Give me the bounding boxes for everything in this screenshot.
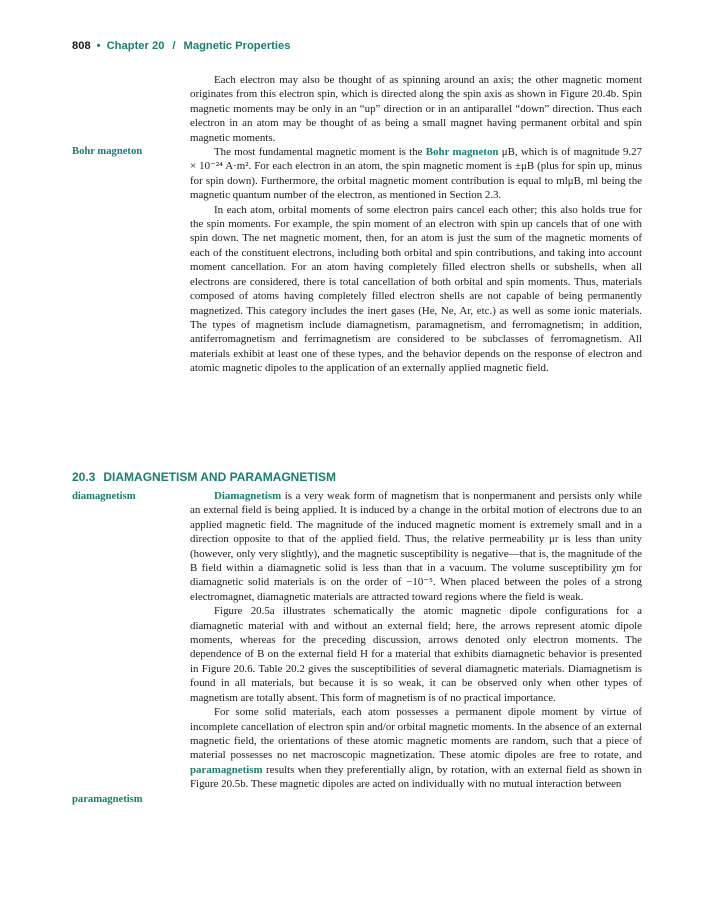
- page-number: 808: [72, 40, 91, 52]
- chapter-label: Chapter 20: [106, 40, 165, 52]
- section-heading: [72, 470, 652, 484]
- header-slash: /: [172, 40, 176, 52]
- paragraph-diamagnetism: [190, 489, 642, 604]
- paragraph-moment-cancellation: In each atom, orbital moments of some electron pairs cancel each other; this also holds true for the spin moments. For example, the spin moment of an electron with spin up cancels that of one with spin down. The net magnetic moment, then, for an atom is just the sum of the magnetic moments of each of the constituent electrons, including both orbital and spin contributions, and taking into account moment cancellation. For an atom having completely filled electron shells or subshells, when all electrons are considered, there is total cancellation of both orbital and spin moments. Thus, materials composed of atoms having completely filled electron shells are not capable of being permanently magnetized. This category includes the inert gases (He, Ne, Ar, etc.) as well as some ionic materials. The types of magnetism include diamagnetism, paramagnetism, and ferromagnetism; in addition, antiferromagnetism and ferrimagnetism are considered to be subclasses of ferromagnetism. All materials exhibit at least one of these types, and the behavior depends on the response of electron and atomic magnetic dipoles to the application of an externally applied magnetic field.: [190, 203, 642, 375]
- term-bohr-magneton: Bohr magneton: [425, 146, 499, 159]
- margin-term-bohr-magneton: Bohr magneton: [72, 146, 143, 157]
- text-run: μB, which is of magnitude 9.27 × 10⁻²⁴ A·m². For each electron in an atom, the spin magnetic moment is ±μB (plus for spin up, minus for spin down). Furthermore, the orbital magnetic moment contribution is equal to mlμB, ml being the magnetic quantum number of the electron, as mentioned in Section 2.3.: [190, 146, 643, 202]
- text-run: For some solid materials, each atom possesses a permanent dipole moment by virtue of incomplete cancellation of electron spin and/or orbital magnetic moments. In the absence of an external magnetic field, the orientations of these atomic magnetic moments are random, such that a piece of material possesses no net macroscopic magnetization. These atomic dipoles are free to rotate, and: [190, 706, 642, 762]
- text-run: is a very weak form of magnetism that is nonpermanent and persists only while an external field is being applied. It is induced by a change in the orbital motion of electrons due to an applied magnetic field. The magnitude of the induced magnetic moment is extremely small and in a direction opposite to that of the applied field. Thus, the relative permeability μr is less than unity (however, only very slightly), and the magnetic susceptibility is negative—that is, the magnitude of the B field within a diamagnetic solid is less than that in a vacuum. The volume susceptibility χm for diamagnetic solid materials is on the order of −10⁻⁵. When placed between the poles of a strong electromagnet, diamagnetic materials are attracted toward regions where the field is weak.: [190, 490, 642, 603]
- body-column-top: [190, 73, 642, 376]
- header-separator: •: [96, 40, 101, 52]
- section-number: 20.3: [72, 470, 96, 484]
- paragraph-figure-description: Figure 20.5a illustrates schematically the atomic magnetic dipole configurations for a diamagnetic material with and without an external field; here, the arrows represent atomic dipole moments, whereas for the preceding discussion, arrows denoted only electron moments. The dependence of B on the external field H for a material that exhibits diamagnetic behavior is presented in Figure 20.6. Table 20.2 gives the susceptibilities of several diamagnetic materials. Diamagnetism is found in all materials, but because it is so weak, it can be observed only when other types of magnetism are totally absent. This form of magnetism is of no practical importance.: [190, 605, 642, 704]
- text-run: results when they preferentially align, by rotation, with an external field as shown in Figure 20.5b. These magnetic dipoles are acted on individually with no mutual interaction between: [190, 763, 642, 791]
- text-run: The most fundamental magnetic moment is the: [214, 146, 426, 159]
- term-paramagnetism: paramagnetism: [190, 763, 263, 776]
- running-header: [72, 40, 672, 52]
- term-diamagnetism: Diamagnetism: [214, 490, 282, 502]
- margin-term-paramagnetism: paramagnetism: [72, 794, 143, 805]
- body-column-bottom: [190, 489, 642, 792]
- section-title: DIAMAGNETISM AND PARAMAGNETISM: [103, 470, 337, 484]
- paragraph-paramagnetism: [190, 705, 642, 791]
- margin-term-diamagnetism: diamagnetism: [72, 491, 136, 502]
- chapter-title: Magnetic Properties: [183, 40, 291, 52]
- paragraph-electron-spin: Each electron may also be thought of as spinning around an axis; the other magnetic moment originates from this electron spin, which is directed along the spin axis as shown in Figure 20.4b. Spin magnetic moments may be only in an “up” direction or in an antiparallel “down” direction. Thus each electron in an atom may be thought of as being a small magnet having permanent orbital and spin magnetic moments.: [190, 74, 642, 144]
- paragraph-bohr-magneton: [190, 145, 642, 203]
